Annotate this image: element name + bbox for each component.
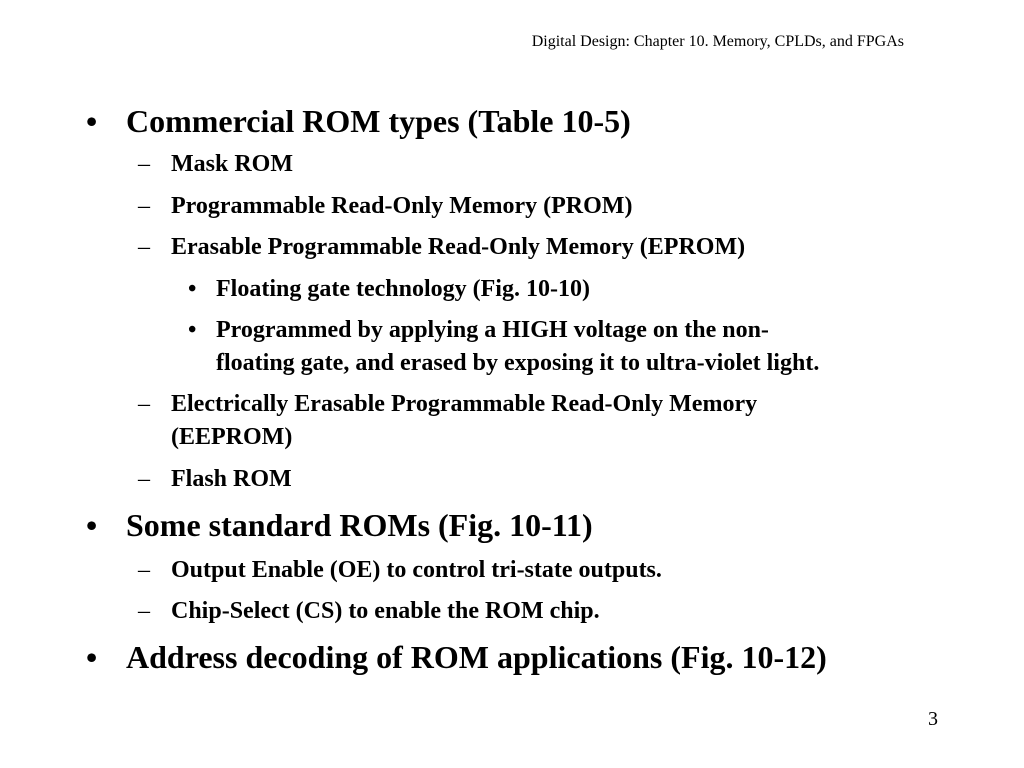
sub-bullet-text: Output Enable (OE) to control tri-state outputs. [171,557,662,583]
bullet-address-decoding [86,638,827,676]
dash-marker: – [138,598,150,624]
sub-sub-bullet-text-line2: floating gate, and erased by exposing it to ultra-violet light. [216,350,820,376]
page-number: 3 [928,708,938,730]
sub-bullet-text: Flash ROM [171,466,292,492]
bullet-marker: • [188,276,197,302]
sub-bullet-prom [138,190,633,223]
sub-sub-bullet-text-line1: Programmed by applying a HIGH voltage on the non- [216,317,769,343]
dash-marker: – [138,391,150,417]
sub-sub-bullet-floating-gate [188,273,590,306]
sub-bullet-text-line1: Electrically Erasable Programmable Read-Only Memory [171,391,758,417]
sub-bullet-eeprom [138,388,758,454]
bullet-commercial-rom-types [86,102,631,140]
dash-marker: – [138,557,150,583]
sub-bullet-chip-select [138,595,600,628]
sub-bullet-flash-rom [138,463,292,496]
sub-bullet-output-enable [138,554,662,587]
bullet-marker: • [86,507,98,543]
bullet-marker: • [86,639,98,675]
dash-marker: – [138,151,150,177]
dash-marker: – [138,234,150,260]
bullet-text: Some standard ROMs (Fig. 10-11) [126,507,593,543]
sub-bullet-mask-rom [138,148,293,181]
sub-sub-bullet-programmed-by [188,314,820,380]
bullet-marker: • [188,317,197,343]
sub-bullet-text: Chip-Select (CS) to enable the ROM chip. [171,598,600,624]
sub-bullet-text-line2: (EEPROM) [171,424,293,450]
sub-bullet-text: Mask ROM [171,151,293,177]
dash-marker: – [138,193,150,219]
bullet-marker: • [86,103,98,139]
bullet-text: Address decoding of ROM applications (Fig. 10-12) [126,639,827,675]
sub-bullet-eprom [138,231,746,264]
bullet-standard-roms [86,506,593,544]
dash-marker: – [138,466,150,492]
slide-header: Digital Design: Chapter 10. Memory, CPLDs, and FPGAs [531,33,904,50]
sub-bullet-text: Programmable Read-Only Memory (PROM) [171,193,633,219]
sub-bullet-text: Erasable Programmable Read-Only Memory (EPROM) [171,234,746,260]
bullet-text: Commercial ROM types (Table 10-5) [126,103,631,139]
sub-sub-bullet-text: Floating gate technology (Fig. 10-10) [216,276,590,302]
